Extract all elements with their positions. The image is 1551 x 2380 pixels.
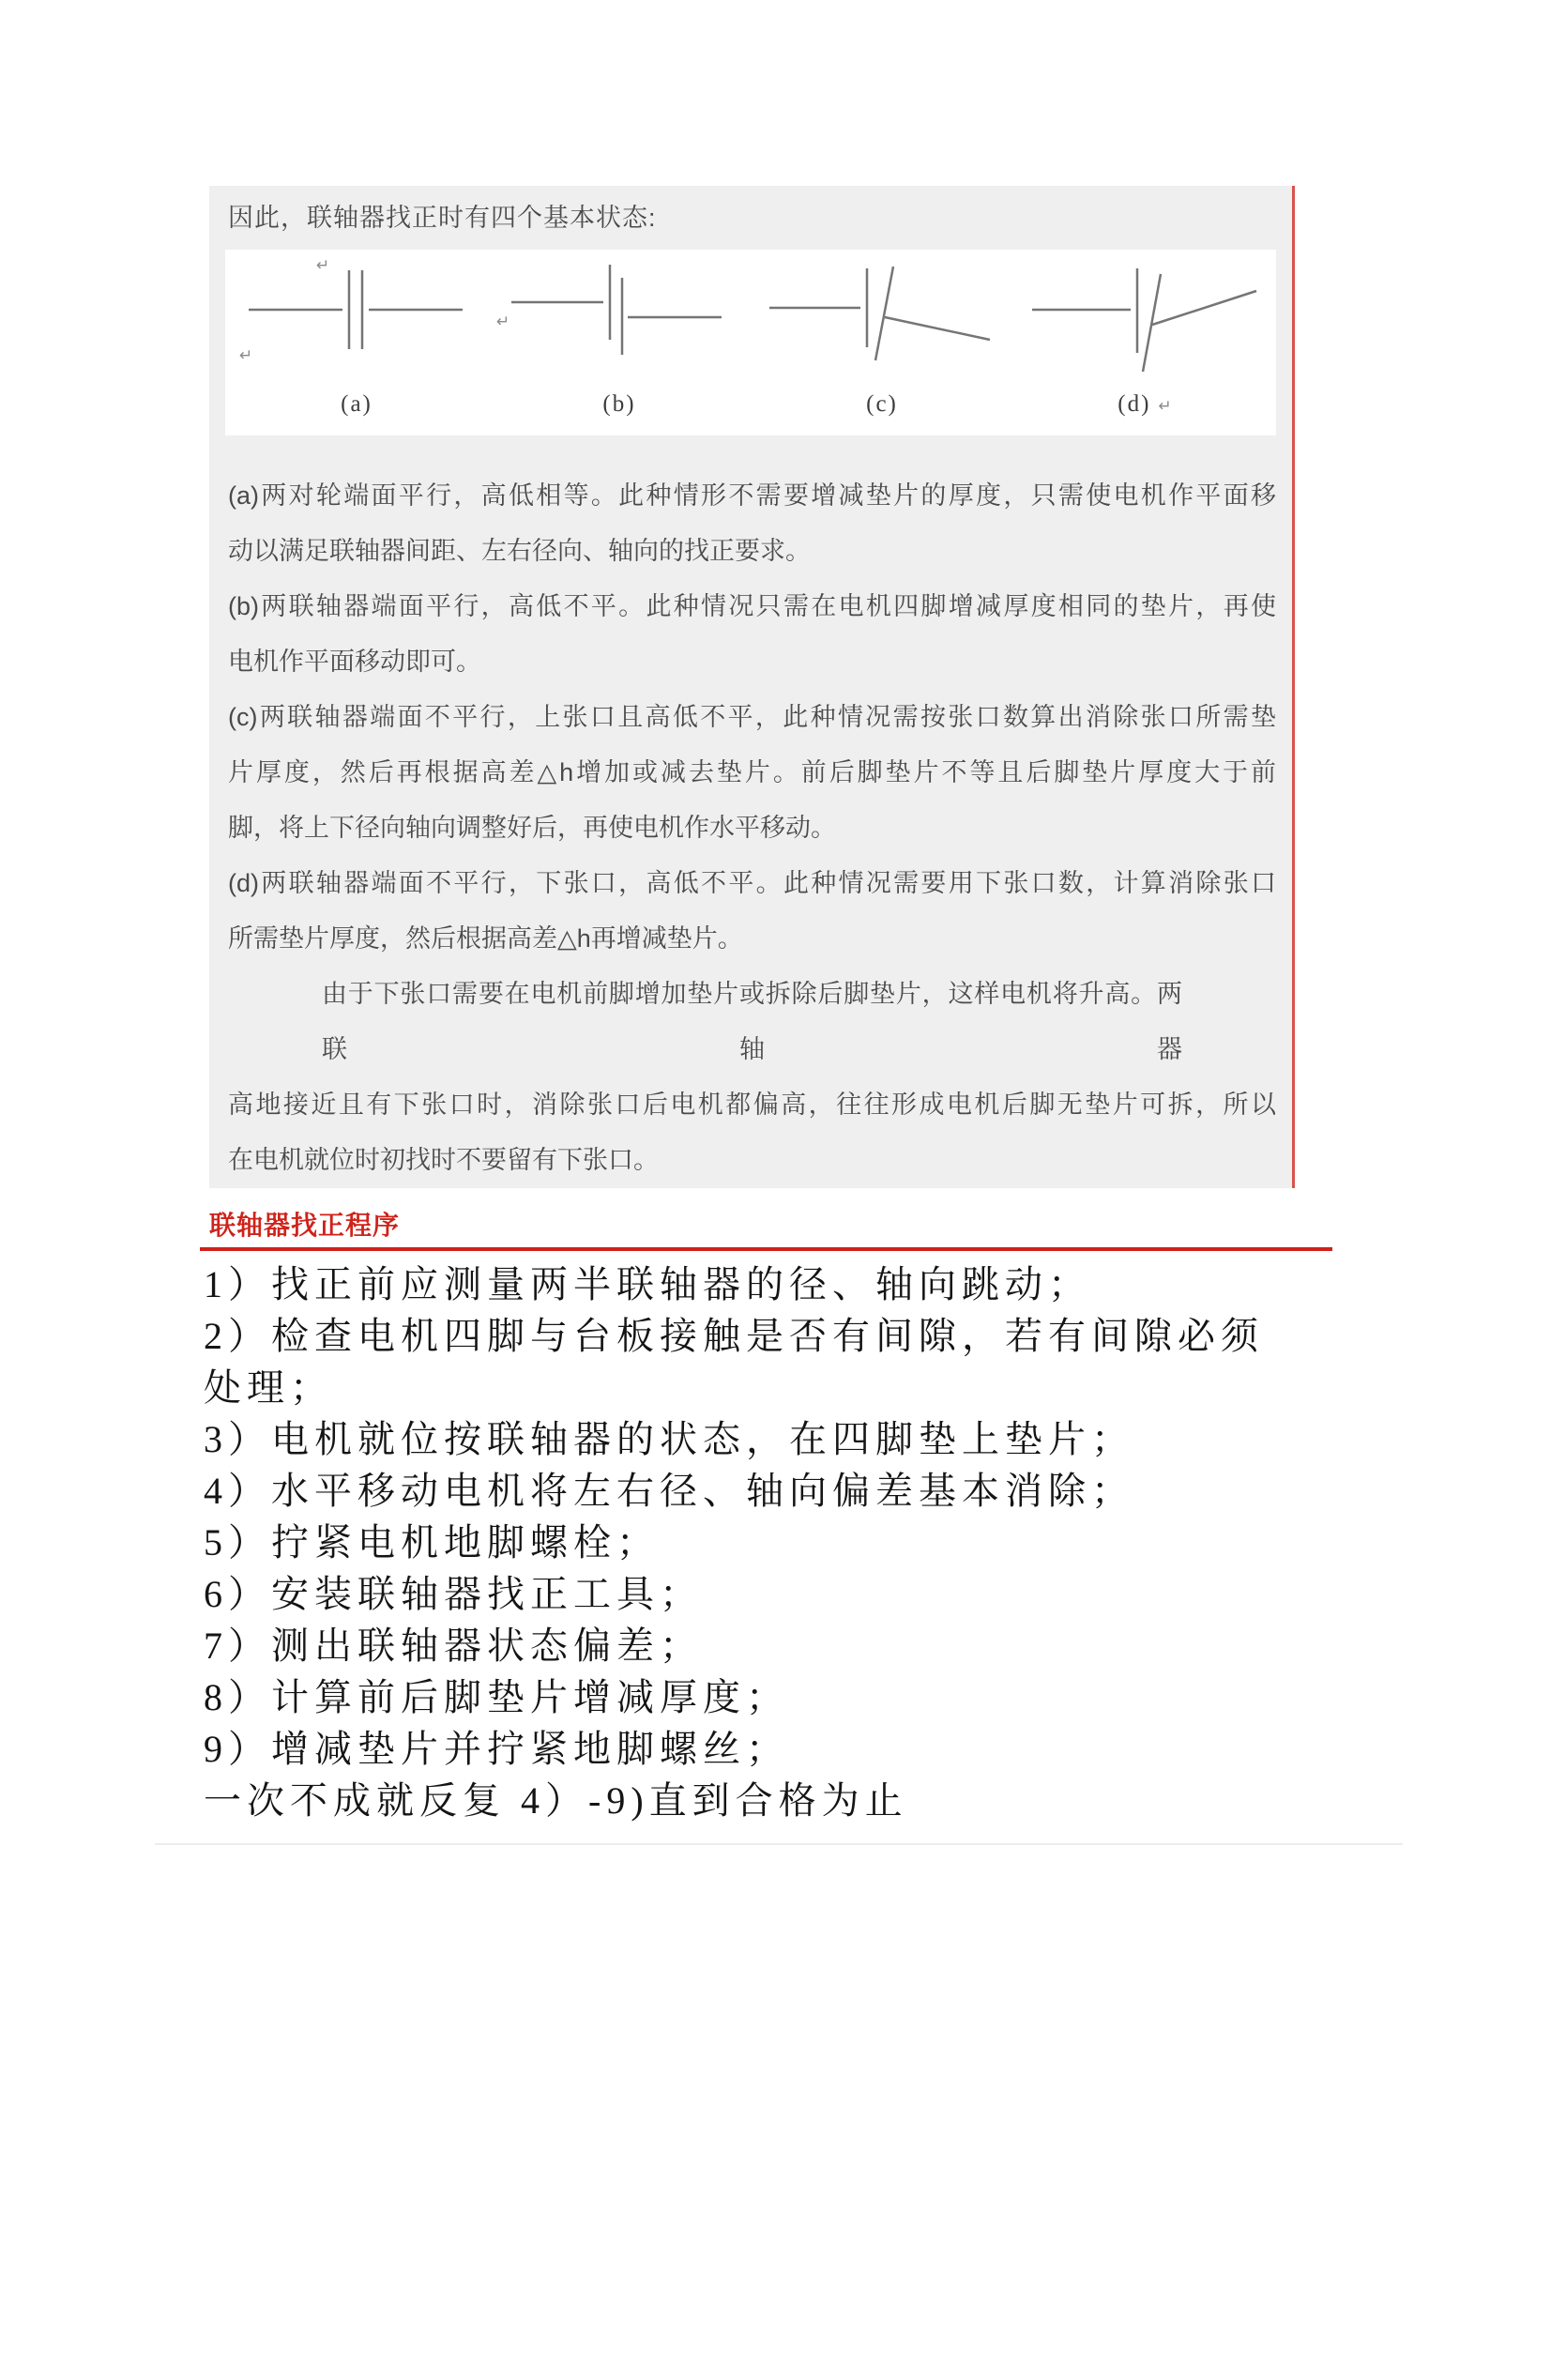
coupling-figure-b-drawing xyxy=(493,250,746,390)
coupling-states-block xyxy=(209,186,1295,1188)
procedure-step: 6）安装联轴器找正工具； xyxy=(204,1573,703,1615)
coupling-figure-b xyxy=(488,250,751,435)
divider xyxy=(155,1843,1403,1845)
coupling-figure-a xyxy=(225,250,488,435)
coupling-figure-c xyxy=(751,250,1013,435)
section-heading-rule xyxy=(200,1212,1332,1251)
procedure-step: 4）水平移动电机将左右径、轴向偏差基本消除； xyxy=(204,1470,1134,1512)
description-line: (c)两联轴器端面不平行，上张口且高低不平，此种情况需按张口数算出消除张口所需垫 xyxy=(228,703,1276,731)
description-line: 动以满足联轴器间距、左右径向、轴向的找正要求。 xyxy=(228,537,811,565)
description-line: 所需垫片厚度，然后根据高差△h再增减垫片。 xyxy=(228,924,743,953)
document-page xyxy=(0,186,1551,1845)
description-line: 高地接近且有下张口时，消除张口后电机都偏高，往往形成电机后脚无垫片可拆，所以 xyxy=(228,1091,1276,1119)
procedure-step: 7）测出联轴器状态偏差； xyxy=(204,1625,703,1667)
pilcrow-icon: ↵ xyxy=(239,346,253,365)
procedure-step: 一次不成就反复 4）-9)直到合格为止 xyxy=(204,1779,908,1822)
pilcrow-icon: ↵ xyxy=(316,256,330,275)
description-line: (d)两联轴器端面不平行，下张口，高低不平。此种情况需要用下张口数，计算消除张口 xyxy=(228,869,1276,897)
description-line: 片厚度，然后再根据高差△h增加或减去垫片。前后脚垫片不等且后脚垫片厚度大于前 xyxy=(228,758,1276,786)
description-line: (b)两联轴器端面平行，高低不平。此种情况只需在电机四脚增减厚度相同的垫片，再使 xyxy=(228,592,1276,620)
coupling-figure-d-drawing xyxy=(1018,250,1271,390)
procedure-step: 8）计算前后脚垫片增减厚度； xyxy=(204,1676,789,1718)
procedure-step: 5）拧紧电机地脚螺栓； xyxy=(204,1521,660,1564)
figure-label-d-row xyxy=(1118,390,1171,419)
coupling-states-description xyxy=(228,468,1276,1188)
intro-sentence: 因此，联轴器找正时有四个基本状态: xyxy=(228,204,657,232)
description-line: 由于下张口需要在电机前脚增加垫片或拆除后脚垫片，这样电机将升高。两联轴器 xyxy=(322,980,1182,1063)
procedure-step: 处理； xyxy=(204,1366,333,1409)
procedure-step: 1）找正前应测量两半联轴器的径、轴向跳动； xyxy=(204,1263,1091,1305)
pilcrow-icon: ↵ xyxy=(496,313,510,331)
pilcrow-icon: ↵ xyxy=(1158,397,1172,415)
description-line: 电机作平面移动即可。 xyxy=(228,648,481,676)
figure-label-b: (b) xyxy=(602,391,636,417)
figure-label-a: (a) xyxy=(341,391,373,417)
section-heading: 联轴器找正程序 xyxy=(209,1211,401,1240)
description-line: 脚，将上下径向轴向调整好后，再使电机作水平移动。 xyxy=(228,814,836,842)
procedure-step: 9）增减垫片并拧紧地脚螺丝； xyxy=(204,1728,789,1770)
figure-label-d: (d) xyxy=(1118,391,1151,417)
coupling-figure-c-drawing xyxy=(755,250,1009,390)
description-line: (a)两对轮端面平行，高低相等。此种情形不需要增减垫片的厚度，只需使电机作平面移 xyxy=(228,481,1276,510)
coupling-states-diagram xyxy=(225,250,1276,435)
figure-label-c: (c) xyxy=(866,391,898,417)
procedure-step: 3）电机就位按联轴器的状态，在四脚垫上垫片； xyxy=(204,1418,1134,1460)
alignment-procedure-list xyxy=(204,1259,1551,1826)
procedure-step: 2）检查电机四脚与台板接触是否有间隙，若有间隙必须 xyxy=(204,1315,1264,1357)
description-line: 在电机就位时初找时不要留有下张口。 xyxy=(228,1146,659,1174)
coupling-figure-a-drawing xyxy=(230,250,483,390)
coupling-figure-d xyxy=(1013,250,1276,435)
